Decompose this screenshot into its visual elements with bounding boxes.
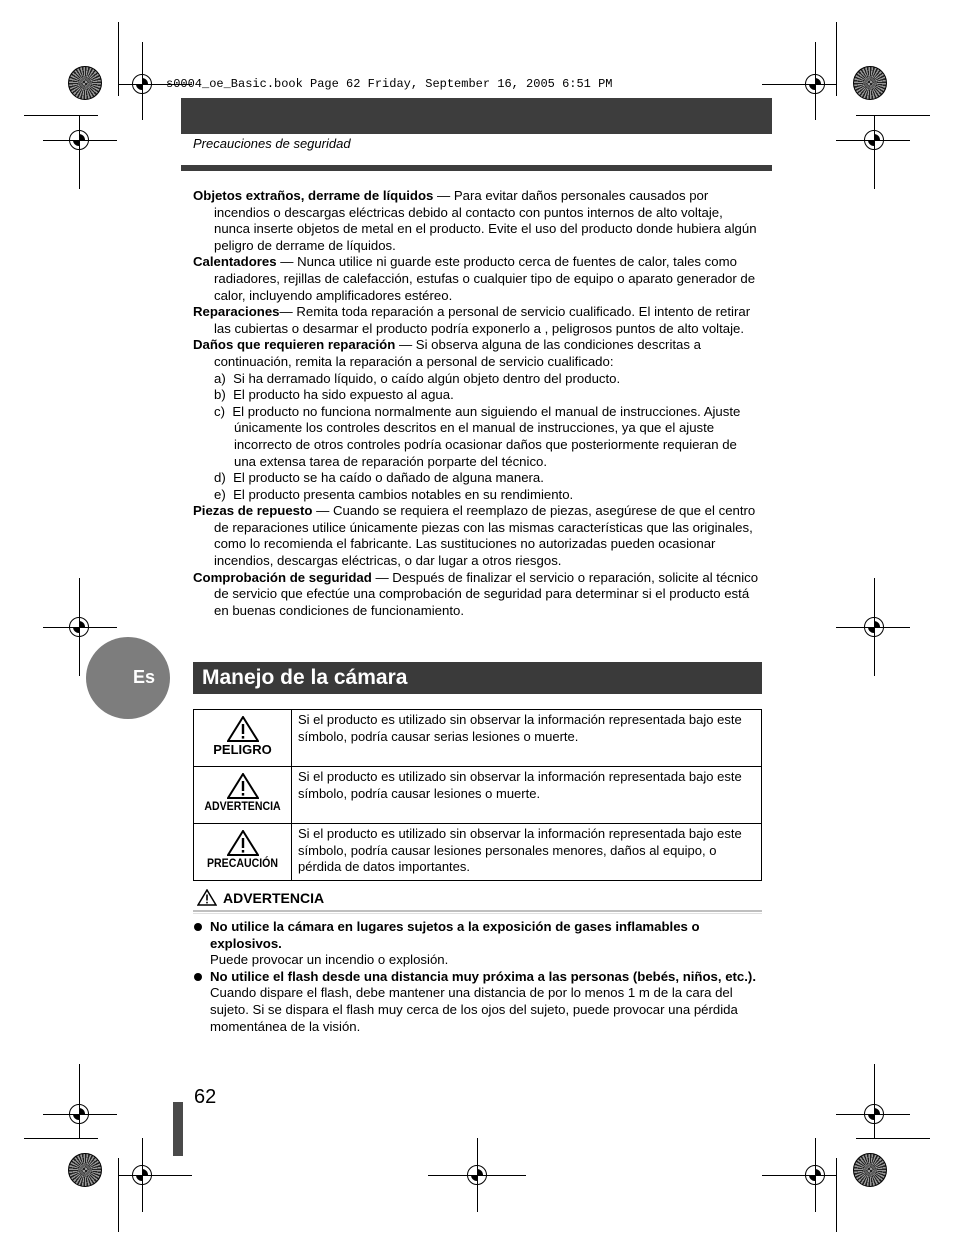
paragraph [193, 188, 761, 254]
warning-triangle-icon [227, 830, 259, 856]
symbol-cell [194, 710, 292, 767]
table-row [194, 767, 762, 824]
paragraph-text: — Si observa alguna de las condiciones descritas a continuación, remita la reparación a personal de servicio cualificado: [214, 337, 701, 369]
symbol-label: PELIGRO [213, 742, 272, 757]
warning-symbols-table [193, 709, 762, 881]
paragraph [193, 254, 761, 304]
item-text: Puede provocar un incendio o explosión. [210, 952, 449, 968]
paragraph-text: — Nunca utilice ni guarde este producto cerca de fuentes de calor, tales como radiadores, rejillas de calefacción, estufas o cualquier tipo de equipo o aparato generador de calor, incluyendo amplificadores estéreo. [214, 254, 756, 303]
symbol-description: Si el producto es utilizado sin observar la información representada bajo este símbolo, podría causar serias lesiones o muerte. [292, 710, 762, 767]
advertencia-heading-text: ADVERTENCIA [223, 889, 325, 906]
paragraph-term: Daños que requieren reparación [193, 337, 396, 353]
bullet-icon [194, 923, 202, 931]
running-title: Precauciones de seguridad [193, 136, 351, 151]
paragraph-text: — Remita toda reparación a personal de servicio cualificado. El intento de retirar las cubiertas o desarmar el producto podría exponerlo a , peligrosos puntos de alto voltaje. [214, 304, 751, 336]
symbol-description: Si el producto es utilizado sin observar la información representada bajo este símbolo, podría causar lesiones personales menores, daños al equipo, o pérdida de datos importantes. [292, 824, 762, 881]
page-marker-bar [173, 1102, 183, 1156]
page-number: 62 [194, 1086, 217, 1108]
symbol-label: ADVERTENCIA [204, 799, 281, 813]
symbol-description: Si el producto es utilizado sin observar la información representada bajo este símbolo, podría causar lesiones o muerte. [292, 767, 762, 824]
advertencia-list [193, 919, 761, 1035]
language-tab [86, 637, 170, 719]
list-item: b) El producto ha sido expuesto al agua. [214, 387, 454, 403]
item-heading: No utilice la cámara en lugares sujetos a la exposición de gases inflamables o explosivos. [210, 919, 700, 951]
header-rule [181, 165, 772, 171]
table-row [194, 824, 762, 881]
file-info-line: s0004_oe_Basic.book Page 62 Friday, September 16, 2005 6:51 PM [166, 77, 613, 91]
language-tab-label: Es [133, 667, 156, 687]
symbol-label: PRECAUCIÓN [206, 856, 278, 870]
symbol-cell [194, 824, 292, 881]
list-item: a) Si ha derramado líquido, o caído algún objeto dentro del producto. [214, 370, 621, 386]
paragraph-term: Piezas de repuesto [193, 503, 313, 519]
paragraph [193, 337, 761, 370]
registration-wheel-icon [853, 66, 887, 100]
table-row [194, 710, 762, 767]
list-item [193, 969, 761, 1035]
registration-wheel-icon [68, 1153, 102, 1187]
bullet-icon [194, 973, 202, 981]
list-item: e) El producto presenta cambios notables en su rendimiento. [214, 486, 574, 502]
divider [193, 910, 762, 912]
warning-triangle-icon [227, 773, 259, 799]
paragraph [193, 570, 761, 620]
header-bar [181, 98, 772, 134]
paragraph-term: Reparaciones [193, 304, 280, 320]
paragraph-text: — Para evitar daños personales causados por incendios o descargas eléctricas debido al contacto con puntos internos de alto voltaje, nunca inserte objetos de metal en el producto. Evite el uso del producto donde hubiera algún peligro de derrame de líquidos. [214, 188, 757, 253]
list-item: d) El producto se ha caído o dañado de alguna manera. [214, 470, 544, 486]
paragraph-term: Objetos extraños, derrame de líquidos [193, 188, 434, 203]
list-item: c) El producto no funciona normalmente aun siguiendo el manual de instrucciones. Ajuste únicamente los controles descritos en el manual de instrucciones, ya que el ajuste incorrecto de otros controles podría ocasionar daños que posteriormente requieran de una extensa tarea de reparación porparte del técnico. [214, 403, 741, 469]
registration-wheel-icon [68, 66, 102, 100]
paragraph-term: Comprobación de seguridad [193, 569, 372, 585]
warning-triangle-icon [197, 889, 217, 906]
paragraph-text: — Cuando se requiera el reemplazo de piezas, asegúrese de que el centro de reparaciones utilice únicamente piezas con las mismas características que las originales, como lo recomienda el fabricante. Las sustituciones no autorizadas pueden ocasionar incendios, descargas eléctricas, o dar lugar a otros riesgos. [214, 503, 756, 569]
divider [193, 913, 762, 914]
list-item [193, 919, 761, 969]
warning-triangle-icon [227, 716, 259, 742]
safety-body [193, 188, 761, 619]
paragraph [193, 503, 761, 569]
paragraph [193, 304, 761, 337]
item-heading: No utilice el flash desde una distancia muy próxima a las personas (bebés, niños, etc.). [210, 968, 756, 984]
section-title: Manejo de la cámara [202, 666, 408, 689]
registration-wheel-icon [853, 1153, 887, 1187]
advertencia-heading [197, 889, 324, 906]
paragraph-text: — Después de finalizar el servicio o reparación, solicite al técnico de servicio que efectúe una comprobación de seguridad para determinar si el producto está en buenas condiciones de funcionamiento. [214, 569, 759, 618]
symbol-cell [194, 767, 292, 824]
paragraph-term: Calentadores [193, 254, 277, 270]
item-text: Cuando dispare el flash, debe mantener una distancia de por lo menos 1 m de la cara del sujeto. Si se dispara el flash muy cerca de los ojos del sujeto, puede provocar una pérdida momentánea de la visión. [210, 985, 738, 1034]
